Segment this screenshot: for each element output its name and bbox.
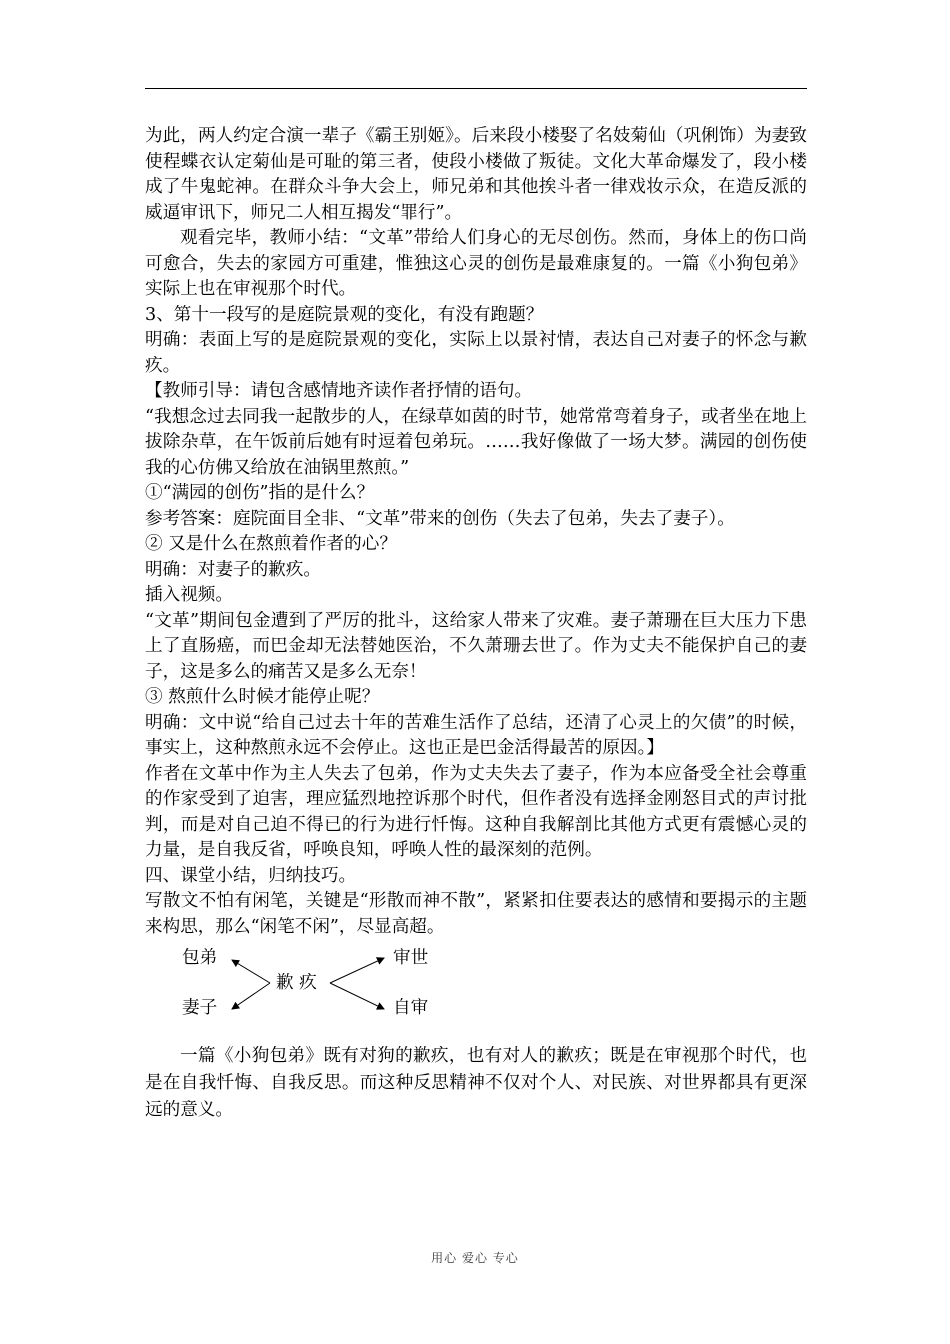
arrow-to-bottom-right [330, 983, 384, 1009]
closing-paragraph: 一篇《小狗包弟》既有对狗的歉疚，也有对人的歉疚；既是在审视那个时代，也是在自我忏悔、自我反思。而这种反思精神不仅对个人、对民族、对世界都具有更深远的意义。 [145, 1046, 807, 1120]
arrow-to-top-right [330, 958, 384, 983]
paragraph: 明确：对妻子的歉疚。 [145, 559, 321, 580]
document-body [145, 124, 807, 940]
paragraph: ② 又是什么在熬煎着作者的心？ [145, 534, 397, 554]
page-footer: 用心 爱心 专心 [431, 1251, 519, 1265]
paragraph: ①“满园的创伤”指的是什么？ [145, 483, 375, 503]
diagram-arrows [170, 938, 470, 1028]
diagram-label-bottom-right: 自审 [393, 998, 429, 1018]
question-heading: 3、第十一段写的是庭院景观的变化，有没有跑题？ [145, 304, 544, 325]
diagram-label-bottom-left: 妻子 [182, 998, 218, 1018]
paragraph: 【教师引导：请包含感情地齐读作者抒情的语句。 [145, 381, 533, 401]
relation-diagram [170, 938, 470, 1028]
paragraph: “文革”期间包金遭到了严厉的批斗，这给家人带来了灾难。妻子萧珊在巨大压力下患上了直肠癌，而巴金却无法替她医治，不久萧珊去世了。作为丈夫不能保护自己的妻子，这是多么的痛苦又是多么无奈！ [145, 610, 807, 682]
paragraph: 参考答案：庭院面目全非、“文革”带来的创伤（失去了包弟，失去了妻子）。 [145, 508, 735, 529]
paragraph: 写散文不怕有闲笔，关键是“形散而神不散”，紧紧扣住要表达的感情和要揭示的主题来构思，那么“闲笔不闲”，尽显高超。 [145, 891, 807, 937]
paragraph: 明确：文中说“给自己过去十年的苦难生活作了总结，还清了心灵上的欠债”的时候，事实上，这种熬煎永远不会停止。这也正是巴金活得最苦的原因。】 [145, 712, 807, 758]
paragraph: ③ 熬煎什么时候才能停止呢？ [145, 687, 380, 707]
arrow-to-top-left [232, 960, 270, 983]
paragraph: 明确：表面上写的是庭院景观的变化，实际上以景衬情，表达自己对妻子的怀念与歉疚。 [145, 330, 807, 376]
section-heading: 四、课堂小结，归纳技巧。 [145, 865, 357, 886]
diagram-label-top-right: 审世 [393, 948, 429, 968]
arrow-to-bottom-left [232, 983, 270, 1009]
quote-paragraph: “我想念过去同我一起散步的人，在绿草如茵的时节，她常常弯着身子，或者坐在地上拔除杂草，在午饭前后她有时逗着包弟玩。……我好像做了一场大梦。满园的创伤使我的心仿佛又给放在油锅里熬煎。” [145, 406, 807, 478]
paragraph: 为此，两人约定合演一辈子《霸王别姬》。后来段小楼娶了名妓菊仙（巩俐饰）为妻致使程蝶衣认定菊仙是可耻的第三者，使段小楼做了叛徒。文化大革命爆发了，段小楼成了牛鬼蛇神。在群众斗争大会上，师兄弟和其他挨斗者一律戏妆示众，在造反派的威逼审讯下，师兄二人相互揭发“罪行”。 [145, 126, 807, 223]
paragraph: 插入视频。 [145, 585, 233, 605]
diagram-label-center: 歉 疚 [276, 973, 317, 993]
header-rule [145, 88, 807, 89]
paragraph: 作者在文革中作为主人失去了包弟，作为丈夫失去了妻子，作为本应备受全社会尊重的作家受到了迫害，理应猛烈地控诉那个时代，但作者没有选择金刚怒目式的声讨批判，而是对自己迫不得已的行为进行忏悔。这种自我解剖比其他方式更有震憾心灵的力量，是自我反省，呼唤良知，呼唤人性的最深刻的范例。 [145, 763, 807, 860]
paragraph: 观看完毕，教师小结：“文革”带给人们身心的无尽创伤。然而，身体上的伤口尚可愈合，失去的家园方可重建，惟独这心灵的创伤是最难康复的。一篇《小狗包弟》实际上也在审视那个时代。 [145, 228, 807, 299]
diagram-label-top-left: 包弟 [182, 948, 218, 968]
